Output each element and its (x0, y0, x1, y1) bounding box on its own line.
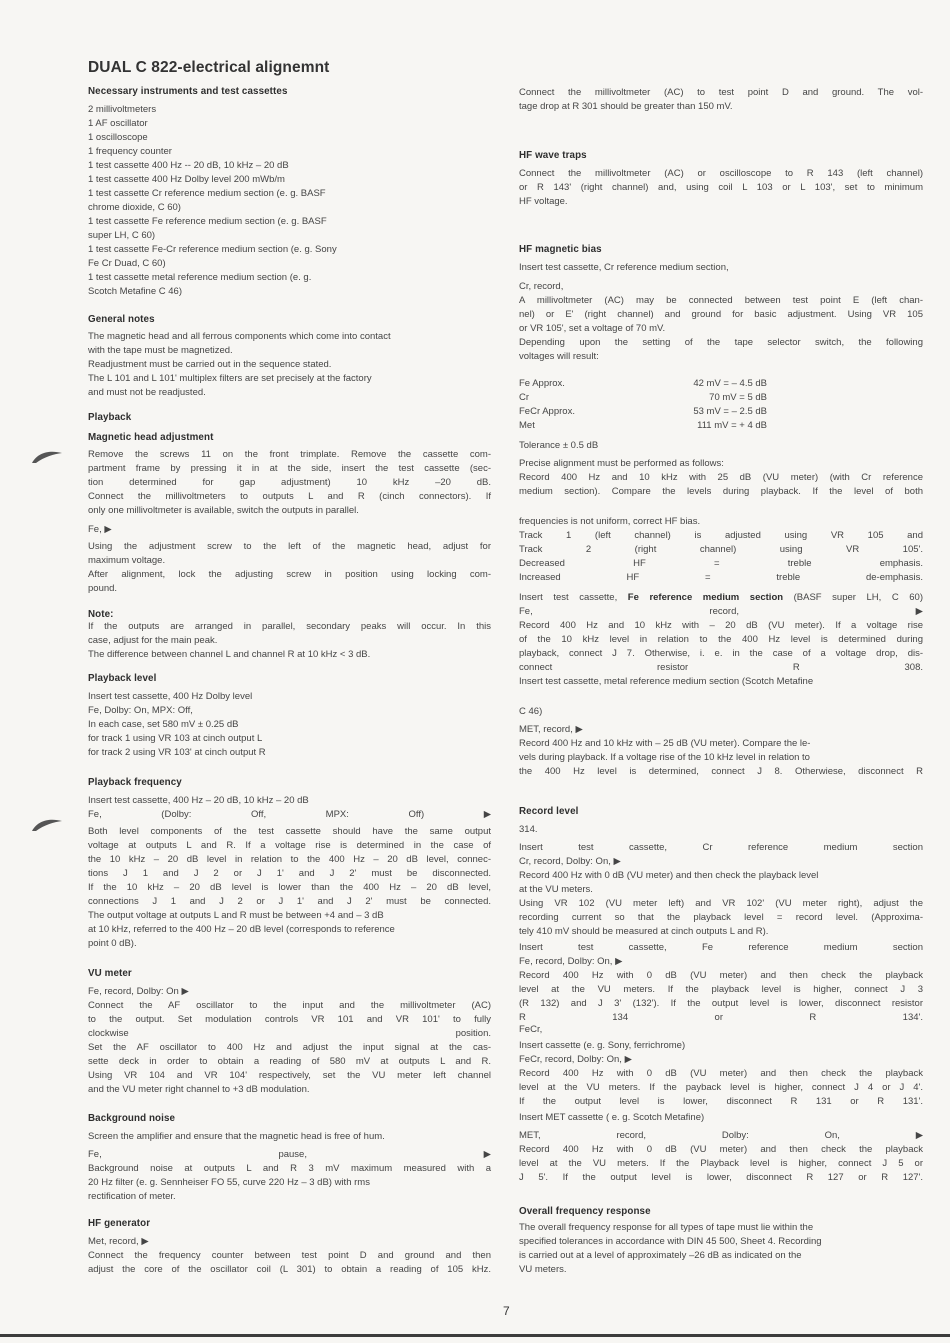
text-line: Connect the millivoltmeter (AC) or oscilloscope to R 143 (left channel) (519, 168, 923, 179)
text-line: partment frame by pressing it in at the side, insert the test cassette (sec- (88, 463, 491, 474)
text-line: vels during playback. If a voltage rise of the 10 kHz level in relation to (519, 752, 810, 763)
text-line: Screen the amplifier and ensure that the magnetic head is free of hum. (88, 1131, 385, 1142)
text-line: A millivoltmeter (AC) may be connected between test point E (left chan- (519, 295, 923, 306)
tape-type-cell: Cr (519, 392, 530, 403)
text-span: (BASF super LH, C 60) (783, 592, 923, 603)
text-line: The overall frequency response for all types of tape must lie within the (519, 1222, 814, 1233)
text-line: The output voltage at outputs L and R must be between +4 and – 3 dB (88, 910, 384, 921)
text-line: case, adjust for the main peak. (88, 635, 218, 646)
text-line: VU meters. (519, 1264, 567, 1275)
text-line: 1 AF oscillator (88, 118, 148, 129)
text-line: The magnetic head and all ferrous components which come into contact (88, 331, 391, 342)
text-line: FeCr, record, Dolby: On, ▶ (519, 1054, 632, 1065)
text-line: 1 test cassette Cr reference medium section (e. g. BASF (88, 188, 326, 199)
text-line: playback, connect J 7. Otherwise, i. e. in the case of a voltage drop, dis- (519, 648, 923, 659)
text-line: If the output level is lower, disconnect R 131 or R 131'. (519, 1096, 923, 1107)
text-line: and must not be readjusted. (88, 387, 206, 398)
voltage-cell: 42 mV = – 4.5 dB (693, 378, 767, 389)
text-line: to the output. Set modulation controls VR 101 and VR 101' to fully (88, 1014, 491, 1025)
text-line: tage drop at R 301 should be greater than 150 mV. (519, 101, 733, 112)
section-heading: Overall frequency response (519, 1206, 651, 1217)
table-row (519, 406, 769, 418)
text-line: sette deck in order to obtain a reading of 580 mV at outputs L and R. (88, 1056, 491, 1067)
text-line: super LH, C 60) (88, 230, 156, 241)
text-line (519, 592, 923, 604)
text-line: MET, record, Dolby: On, ▶ (519, 1130, 923, 1141)
voltage-cell: 70 mV = 5 dB (709, 392, 767, 403)
text-line: Decreased HF = treble emphasis. (519, 558, 923, 569)
section-heading: HF generator (88, 1218, 151, 1229)
text-line: for track 2 using VR 103' at cinch output R (88, 747, 266, 758)
text-line: the 400 Hz level is determined, connect J 8. Otherwiese, disconnect R (519, 766, 923, 777)
bold-text-span: Fe reference medium section (627, 592, 784, 603)
text-line: Precise alignment must be performed as follows: (519, 458, 724, 469)
text-line: connections J 1 and J 2 or J 1' and J 2' must be connected. (88, 896, 491, 907)
text-line: of the 10 kHz level in relation to the 400 Hz level is determined during (519, 634, 923, 645)
text-line: frequencies is not uniform, correct HF bias. (519, 516, 701, 527)
text-line: Depending upon the setting of the tape selector switch, the following (519, 337, 923, 348)
text-line: In each case, set 580 mV ± 0.25 dB (88, 719, 239, 730)
text-line: Insert MET cassette ( e. g. Scotch Metafine) (519, 1112, 705, 1123)
text-span: Insert test cassette, (519, 592, 628, 603)
text-line: R 134 or R 134'. (519, 1012, 923, 1023)
section-heading: HF magnetic bias (519, 244, 602, 255)
tape-type-cell: FeCr Approx. (519, 406, 575, 417)
text-line: Fe Cr Duad, C 60) (88, 258, 166, 269)
section-heading: Note: (88, 609, 114, 620)
text-line: If the 10 kHz – 20 dB level is lower than the 400 Hz – 20 dB level, (88, 882, 491, 893)
text-line: recording current so that the playback level = record level. (Approxima- (519, 912, 923, 923)
text-line: Remove the screws 11 on the front trimplate. Remove the cassette com- (88, 449, 491, 460)
text-line: Record 400 Hz and 10 kHz with 25 dB (VU meter) (with Cr reference (519, 472, 923, 483)
text-line: 1 frequency counter (88, 146, 172, 157)
text-line: nel) or E' (right channel) and ground for basic adjustment. Using VR 105 (519, 309, 923, 320)
text-line: Insert test cassette, 400 Hz Dolby level (88, 691, 253, 702)
text-line: 1 test cassette 400 Hz -- 20 dB, 10 kHz – 20 dB (88, 160, 289, 171)
text-line: pound. (88, 583, 118, 594)
text-line: Record 400 Hz and 10 kHz with – 25 dB (VU meter). Compare the le- (519, 738, 811, 749)
text-line: or R 143' (right channel) and, using coil L 103 or L 103', set to minimum (519, 182, 923, 193)
text-line: Insert test cassette, Cr reference medium section (519, 842, 923, 853)
text-line: Fe, record, Dolby: On, ▶ (519, 956, 623, 967)
text-line: and the VU meter right channel to +3 dB modulation. (88, 1084, 310, 1095)
text-line: 314. (519, 824, 538, 835)
text-line: Tolerance ± 0.5 dB (519, 440, 599, 451)
text-line: tion determined for gap adjustment) 10 kHz –20 dB. (88, 477, 491, 488)
text-line: voltages will result: (519, 351, 599, 362)
text-line: The L 101 and L 101' multiplex filters are set precisely at the factory (88, 373, 372, 384)
text-line: at the VU meters. (519, 884, 593, 895)
text-line: Connect the millivoltmeters to outputs L and R (cinch connectors). If (88, 491, 491, 502)
text-line: level at the VU meters. If the payback level is higher, connect J 4 or J 4'. (519, 1082, 923, 1093)
text-line: Cr, record, Dolby: On, ▶ (519, 856, 621, 867)
section-heading: Magnetic head adjustment (88, 432, 214, 443)
text-line: After alignment, lock the adjusting screw in position using locking com- (88, 569, 491, 580)
voltage-cell: 111 mV = + 4 dB (697, 420, 767, 431)
text-line: point 0 dB). (88, 938, 137, 949)
text-line: chrome dioxide, C 60) (88, 202, 181, 213)
table-row (519, 378, 769, 390)
section-heading: Record level (519, 806, 579, 817)
text-line: Background noise at outputs L and R 3 mV maximum measured with a (88, 1163, 491, 1174)
section-heading: Background noise (88, 1113, 176, 1124)
text-line: 2 millivoltmeters (88, 104, 157, 115)
text-line: 1 oscilloscope (88, 132, 148, 143)
text-line: HF voltage. (519, 196, 568, 207)
text-line: Both level components of the test cassette should have the same output (88, 826, 491, 837)
text-line: only one millivoltmeter is available, switch the outputs in parallel. (88, 505, 359, 516)
table-row (519, 420, 769, 432)
text-line: Using VR 104 and VR 104' respectively, set the VU meter left channel (88, 1070, 491, 1081)
text-line: Track 1 (left channel) is adjusted using VR 105 and (519, 530, 923, 541)
text-line: Connect the AF oscillator to the input and the millivoltmeter (AC) (88, 1000, 491, 1011)
table-row (519, 392, 769, 404)
section-heading: VU meter (88, 968, 132, 979)
text-line: connect resistor R 308. (519, 662, 923, 673)
text-line: Connect the millivoltmeter (AC) to test point D and ground. The vol- (519, 87, 923, 98)
section-heading: HF wave traps (519, 150, 587, 161)
text-line: Insert test cassette, Fe reference medium section (519, 942, 923, 953)
text-line: Record 400 Hz with 0 dB (VU meter) and then check the playback level (519, 870, 819, 881)
text-line: rectification of meter. (88, 1191, 176, 1202)
text-line: for track 1 using VR 103 at cinch output L (88, 733, 263, 744)
text-line: Record 400 Hz with 0 dB (VU meter) and then check the playback (519, 970, 923, 981)
text-line: Fe, record, ▶ (519, 606, 923, 617)
text-line: Connect the frequency counter between test point D and ground and then (88, 1250, 491, 1261)
text-line: tely 410 mV should be measured at cinch outputs L and R). (519, 926, 769, 937)
text-line: (R 132) and J 3' (132'). If the output level is lower, disconnect resistor (519, 998, 923, 1009)
text-line: Using VR 102 (VU meter left) and VR 102' (VU meter right), adjust the (519, 898, 923, 909)
section-heading: Necessary instruments and test cassettes (88, 86, 288, 97)
text-line: Record 400 Hz with 0 dB (VU meter) and then check the playback (519, 1144, 923, 1155)
text-line: level at the VU meters. If the playback level is higher, connect J 3 (519, 984, 923, 995)
tape-type-cell: Met (519, 420, 535, 431)
page-number: 7 (503, 1304, 510, 1318)
text-line: 1 test cassette 400 Hz Dolby level 200 mWb/m (88, 174, 285, 185)
tape-type-cell: Fe Approx. (519, 378, 565, 389)
text-line: J 5'. If the output level is lower, disconnect R 127 or R 127'. (519, 1172, 923, 1183)
text-line: or VR 105', set a voltage of 70 mV. (519, 323, 666, 334)
text-line: MET, record, ▶ (519, 724, 583, 735)
text-line: 1 test cassette metal reference medium section (e. g. (88, 272, 312, 283)
text-line: Readjustment must be carried out in the sequence stated. (88, 359, 332, 370)
text-line: the 10 kHz – 20 dB level in relation to the 400 Hz – 20 dB level, connec- (88, 854, 491, 865)
text-line: Fe, (Dolby: Off, MPX: Off) ▶ (88, 809, 491, 820)
text-line: medium section). Compare the levels during playback. If the level of both (519, 486, 923, 497)
text-line: specified tolerances in accordance with DIN 45 500, Sheet 4. Recording (519, 1236, 822, 1247)
text-line: Record 400 Hz with 0 dB (VU meter) and then check the playback (519, 1068, 923, 1079)
text-line: is carried out at a level of approximately –26 dB as indicated on the (519, 1250, 802, 1261)
section-heading: General notes (88, 314, 155, 325)
page-title: DUAL C 822-electrical alignemnt (88, 59, 330, 76)
text-line: level at the VU meters. If the Playback level is higher, connect J 5 or (519, 1158, 923, 1169)
voltage-cell: 53 mV = – 2.5 dB (693, 406, 767, 417)
text-line: Fe, ▶ (88, 524, 112, 535)
text-line: Scotch Metafine C 46) (88, 286, 182, 297)
text-line: Track 2 (right channel) using VR 105'. (519, 544, 923, 555)
section-heading: Playback frequency (88, 777, 182, 788)
text-line: Fe, pause, ▶ (88, 1149, 491, 1160)
punch-hole-mark-icon (30, 450, 64, 464)
text-line: Record 400 Hz and 10 kHz with – 20 dB (VU meter). If a voltage rise (519, 620, 923, 631)
text-line: 1 test cassette Fe-Cr reference medium section (e. g. Sony (88, 244, 337, 255)
text-line: maximum voltage. (88, 555, 166, 566)
text-line: at 10 kHz, referred to the 400 Hz – 20 dB level (corresponds to reference (88, 924, 395, 935)
text-line: tions J 1 and J 2 or J 1' and J 2' must be disconnected. (88, 868, 491, 879)
text-line: Increased HF = treble de-emphasis. (519, 572, 923, 583)
text-line: Using the adjustment screw to the left of the magnetic head, adjust for (88, 541, 491, 552)
text-line: Insert cassette (e. g. Sony, ferrichrome) (519, 1040, 686, 1051)
text-line: Insert test cassette, 400 Hz – 20 dB, 10 kHz – 20 dB (88, 795, 309, 806)
text-line: with the tape must be magnetized. (88, 345, 233, 356)
text-line: Fe, Dolby: On, MPX: Off, (88, 705, 193, 716)
text-line: clockwise position. (88, 1028, 491, 1039)
text-line: Cr, record, (519, 281, 564, 292)
text-line: Met, record, ▶ (88, 1236, 149, 1247)
section-heading: Playback level (88, 673, 157, 684)
text-line: adjust the core of the oscillator coil (L 301) to obtain a reading of 105 kHz. (88, 1264, 491, 1275)
text-line: C 46) (519, 706, 543, 717)
text-line: If the outputs are arranged in parallel, secondary peaks will occur. In this (88, 621, 491, 632)
text-line: voltage at outputs L and R. If a voltage rise is determined in the case of (88, 840, 491, 851)
section-heading: Playback (88, 412, 132, 423)
text-line: Fe, record, Dolby: On ▶ (88, 986, 189, 997)
text-line: Insert test cassette, metal reference medium section (Scotch Metafine (519, 676, 814, 687)
bottom-rule (0, 1334, 950, 1337)
text-line: 1 test cassette Fe reference medium section (e. g. BASF (88, 216, 327, 227)
text-line: Set the AF oscillator to 400 Hz and adjust the input signal at the cas- (88, 1042, 491, 1053)
text-line: The difference between channel L and channel R at 10 kHz < 3 dB. (88, 649, 371, 660)
punch-hole-mark-icon (30, 818, 64, 832)
text-line: 20 Hz filter (e. g. Sennheiser FO 55, curve 220 Hz – 3 dB) with rms (88, 1177, 370, 1188)
text-line: Insert test cassette, Cr reference medium section, (519, 262, 729, 273)
text-line: FeCr, (519, 1024, 543, 1035)
